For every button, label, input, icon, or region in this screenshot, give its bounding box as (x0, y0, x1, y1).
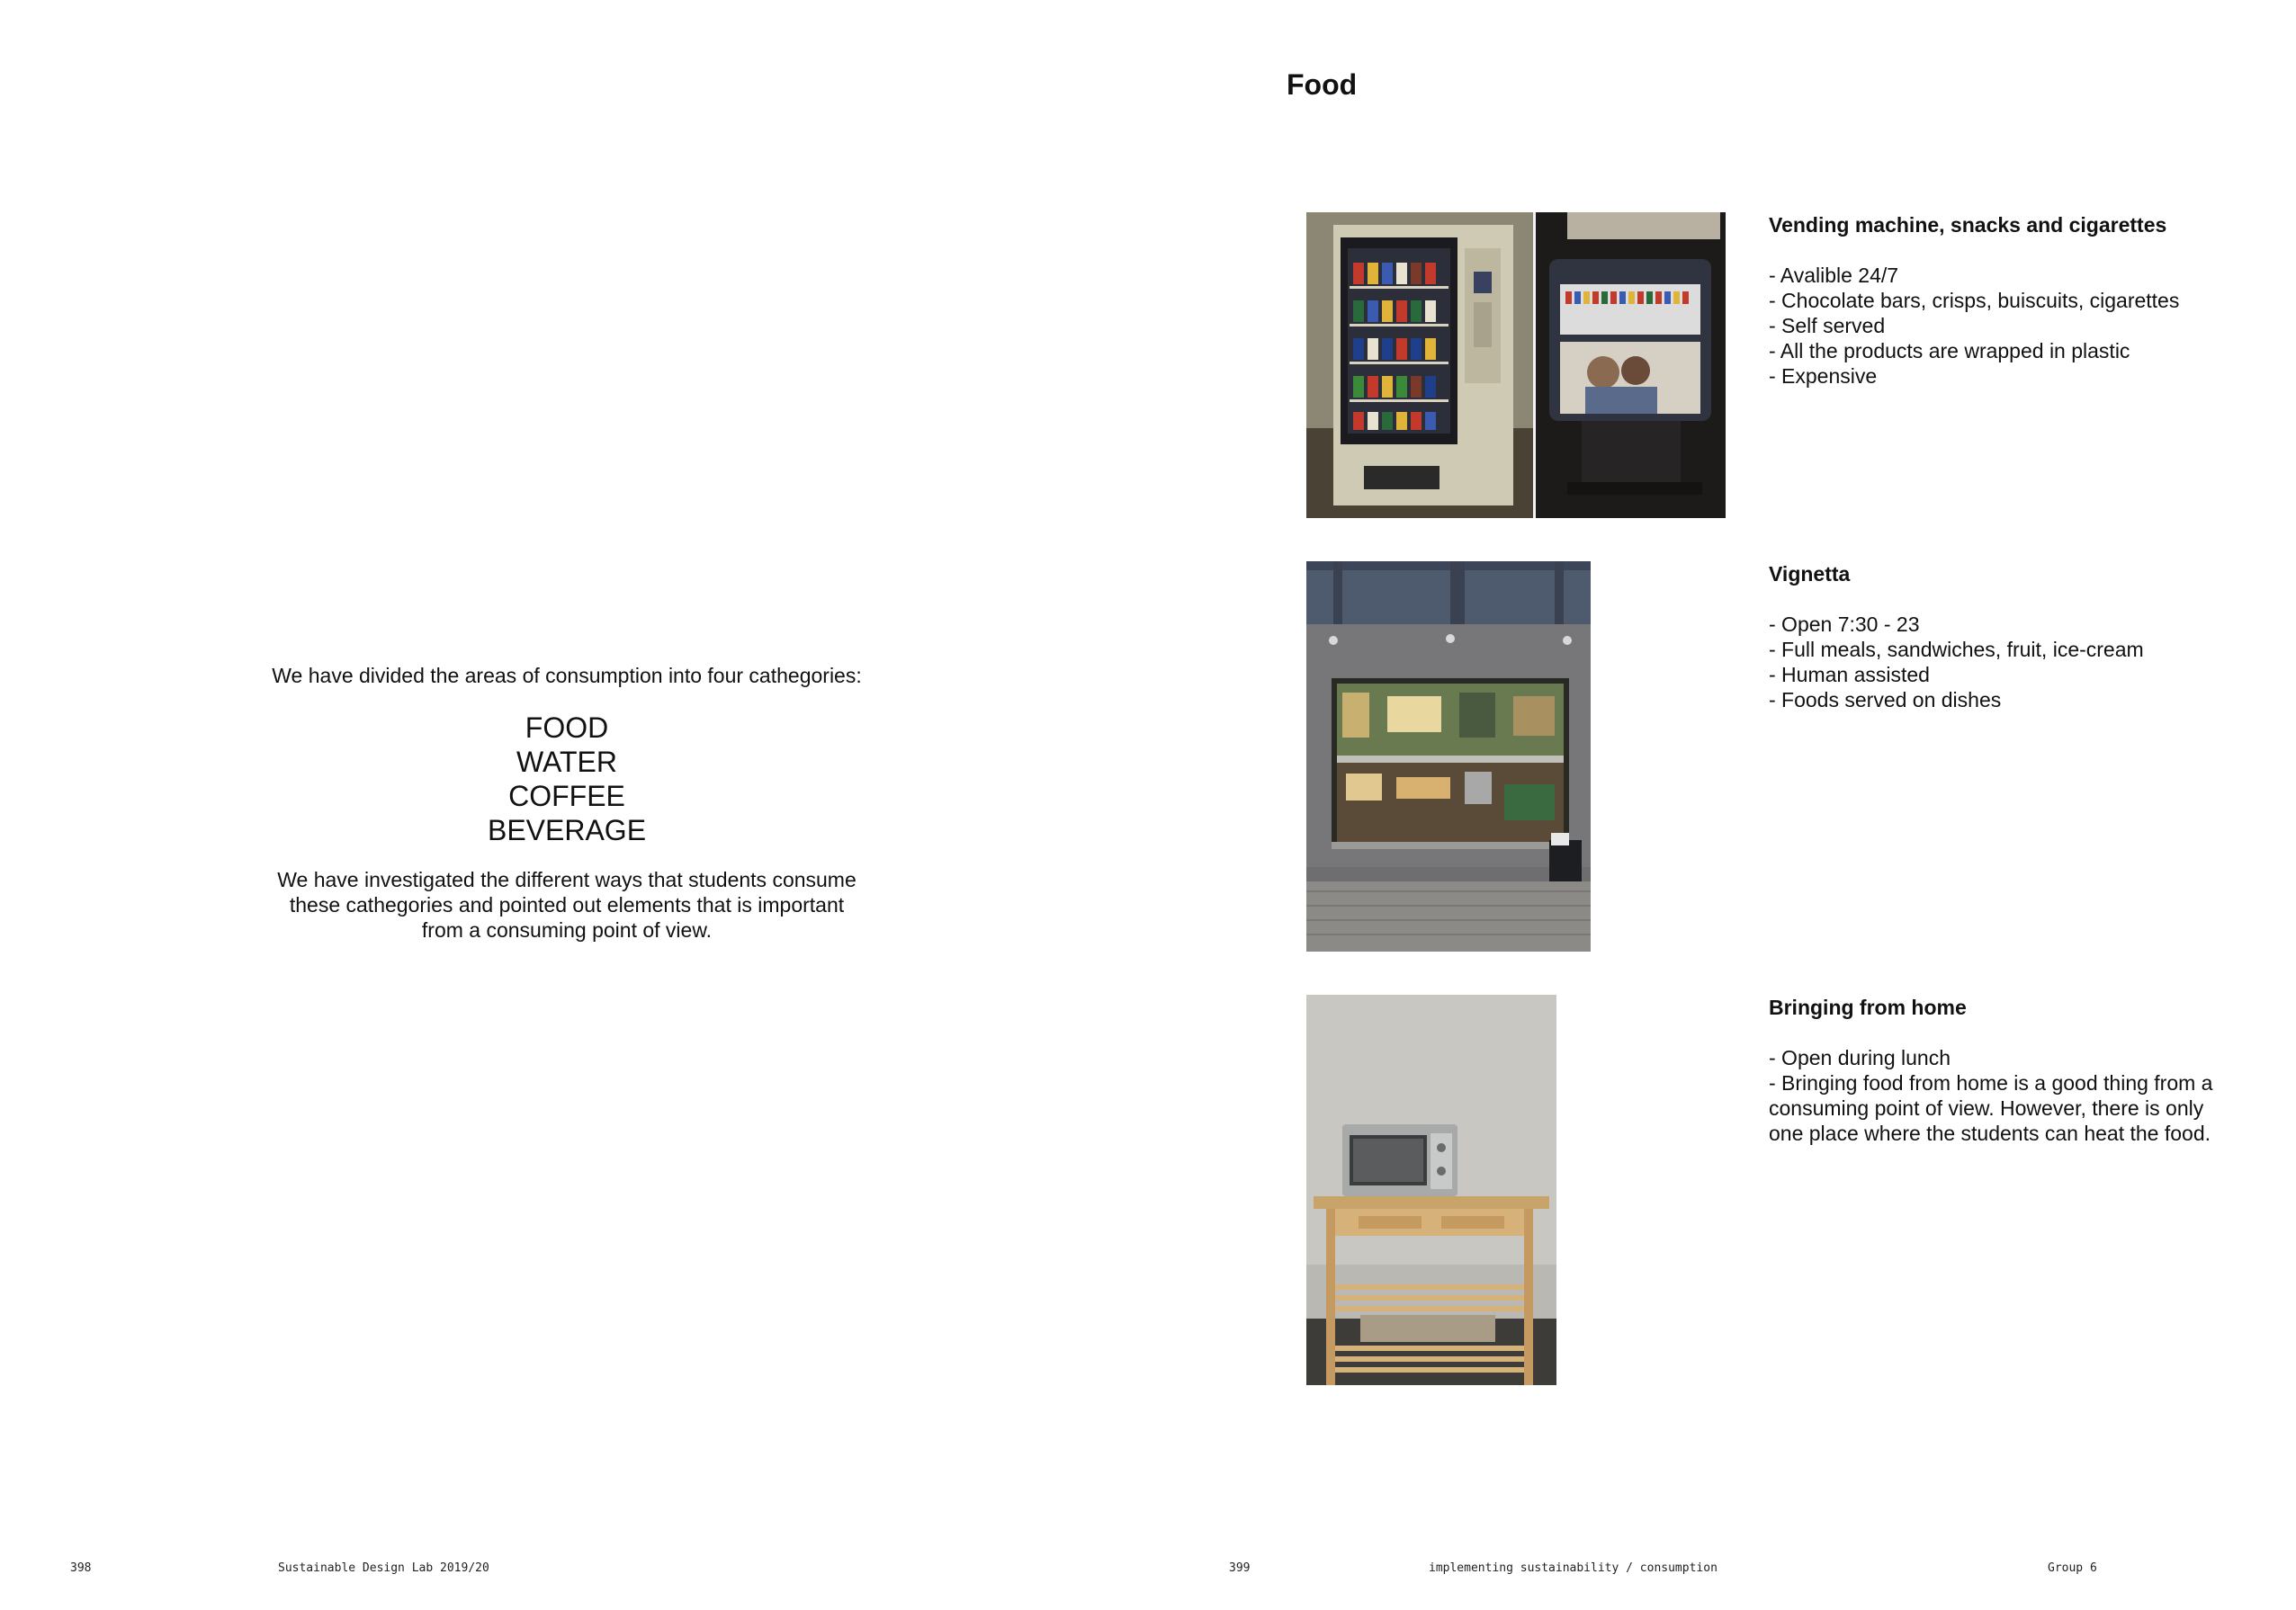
item-line: - Bringing food from home is a good thing from a (1769, 1071, 2213, 1095)
item-line: - Human assisted (1769, 663, 1930, 686)
category-beverage: BEVERAGE (487, 814, 647, 846)
categories-list (207, 711, 927, 847)
item-line: - Chocolate bars, crisps, buiscuits, cigarettes (1769, 289, 2180, 312)
item-line: - Open 7:30 - 23 (1769, 613, 1920, 636)
item-line: - Expensive (1769, 364, 1878, 388)
intro-block (207, 662, 927, 943)
item-line: - All the products are wrapped in plastic (1769, 339, 2130, 362)
section-title: Food (1287, 68, 1358, 101)
item-line: one place where the students can heat the food. (1769, 1122, 2211, 1145)
item-line: - Avalible 24/7 (1769, 264, 1899, 287)
category-water: WATER (516, 746, 617, 778)
intro-lead: We have divided the areas of consumption into four cathegories: (272, 664, 862, 687)
vending-machine-description (1769, 212, 2237, 389)
item-line: - Full meals, sandwiches, fruit, ice-cream (1769, 638, 2144, 661)
right-footer-group: Group 6 (2048, 1561, 2097, 1575)
item-line: - Foods served on dishes (1769, 688, 2002, 711)
left-page-number: 398 (70, 1561, 92, 1575)
vignetta-counter-photo (1306, 561, 1591, 952)
item-title: Bringing from home (1769, 996, 1967, 1019)
item-line: - Self served (1769, 314, 1886, 337)
intro-body-line: We have investigated the different ways that students consume (277, 868, 857, 891)
right-page (1148, 0, 2296, 1610)
intro-body-line: these cathegories and pointed out elements that is important (289, 893, 845, 917)
vending-machine-photo (1306, 212, 1726, 518)
intro-body (207, 867, 927, 943)
item-line: consuming point of view. However, there is only (1769, 1096, 2204, 1120)
item-title: Vending machine, snacks and cigarettes (1769, 213, 2167, 237)
bringing-from-home-description (1769, 995, 2237, 1146)
category-coffee: COFFEE (508, 780, 625, 812)
intro-body-line: from a consuming point of view. (421, 918, 713, 942)
item-line: - Open during lunch (1769, 1046, 1951, 1069)
left-footer-publication: Sustainable Design Lab 2019/20 (278, 1561, 489, 1575)
vignetta-description (1769, 561, 2237, 712)
right-page-number: 399 (1229, 1561, 1251, 1575)
item-title: Vignetta (1769, 562, 1851, 586)
category-food: FOOD (525, 711, 609, 744)
right-footer-chapter: implementing sustainability / consumption (1429, 1561, 1718, 1575)
microwave-cart-photo (1306, 995, 1556, 1385)
